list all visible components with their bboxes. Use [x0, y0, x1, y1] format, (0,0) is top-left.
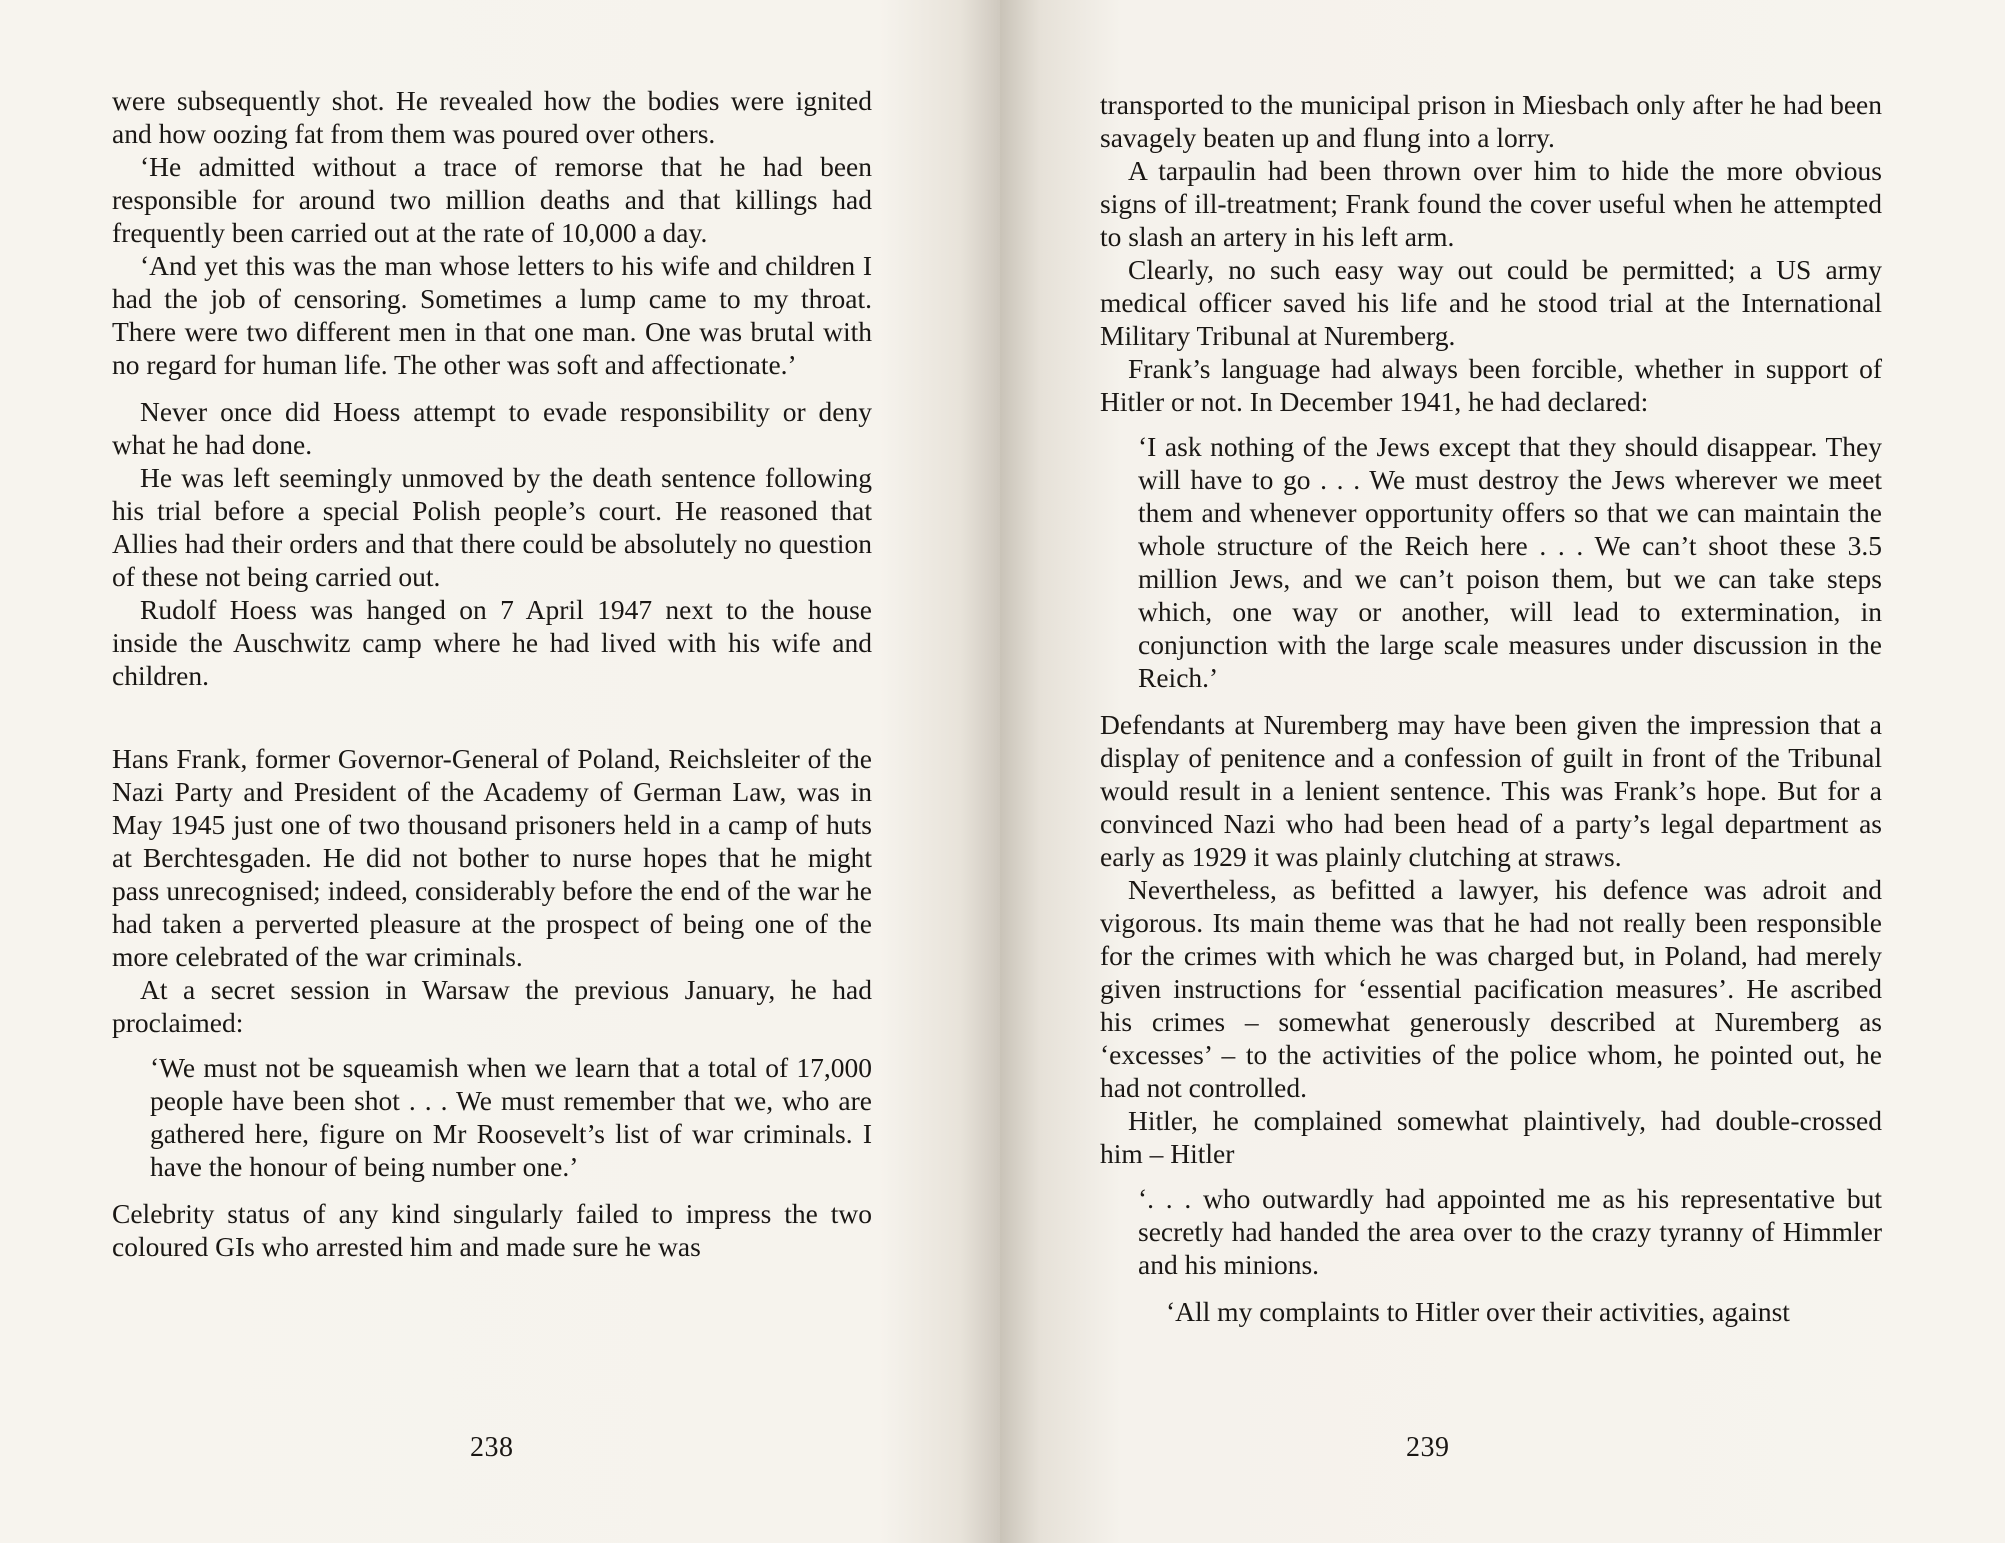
paragraph: Nevertheless, as befitted a lawyer, his defence was adroit and vigorous. Its main theme was that he had not really been responsible for the crimes with which he was charged but, in Poland, had merely given instructions for ‘essential pacification measures’. He ascribed his crimes – somewhat generously described at Nuremberg as ‘excesses’ – to the activities of the police whom, he pointed out, he had not controlled. [1100, 874, 1882, 1103]
paragraph: Never once did Hoess attempt to evade responsibility or deny what he had done. [112, 396, 872, 460]
block-quote: ‘We must not be squeamish when we learn that a total of 17,000 people have been shot . . . We must remember that we, who are gathered here, figure on Mr Roosevelt’s list of war criminals. I have the honour of being number one.’ [150, 1052, 872, 1182]
block-quote: ‘. . . who outwardly had appointed me as his representative but secretly had handed the area over to the crazy tyranny of Himmler and his minions. [1138, 1183, 1882, 1280]
paragraph: Hitler, he complained somewhat plaintively, had double-crossed him – Hitler [1100, 1105, 1882, 1169]
paragraph: He was left seemingly unmoved by the death sentence following his trial before a special Polish people’s court. He reasoned that Allies had their orders and that there could be absolutely no question of these not being carried out. [112, 462, 872, 592]
paragraph: Defendants at Nuremberg may have been given the impression that a display of penitence and a confession of guilt in front of the Tribunal would result in a lenient sentence. This was Frank’s hope. But for a convinced Nazi who had been head of a party’s legal department as early as 1929 it was plainly clutching at straws. [1100, 709, 1882, 872]
page-number: 239 [1406, 1432, 1450, 1463]
paragraph: Clearly, no such easy way out could be permitted; a US army medical officer saved his life and he stood trial at the International Military Tribunal at Nuremberg. [1100, 254, 1882, 351]
paragraph: transported to the municipal prison in Miesbach only after he had been savagely beaten up and flung into a lorry. [1100, 89, 1882, 153]
left-page [0, 0, 1000, 1543]
block-quote: ‘All my complaints to Hitler over their activities, against [1166, 1296, 1790, 1327]
page-number: 238 [470, 1432, 514, 1463]
paragraph: Hans Frank, former Governor-General of Poland, Reichsleiter of the Nazi Party and President of the Academy of German Law, was in May 1945 just one of two thousand prisoners held in a camp of huts at Berchtesgaden. He did not bother to nurse hopes that he might pass unrecognised; indeed, considerably before the end of the war he had taken a perverted pleasure at the prospect of being one of the more celebrated of the war criminals. [112, 743, 872, 972]
block-quote: ‘I ask nothing of the Jews except that they should disappear. They will have to go . . . We must destroy the Jews wherever we meet them and whenever opportunity offers so that we can maintain the whole structure of the Reich here . . . We can’t shoot these 3.5 million Jews, and we can’t poison them, but we can take steps which, one way or another, will lead to extermination, in conjunction with the large scale measures under discussion in the Reich.’ [1138, 431, 1882, 693]
paragraph: A tarpaulin had been thrown over him to hide the more obvious signs of ill-treatment; Frank found the cover useful when he attempted to slash an artery in his left arm. [1100, 155, 1882, 252]
paragraph: Frank’s language had always been forcible, whether in support of Hitler or not. In December 1941, he had declared: [1100, 353, 1882, 417]
right-page [1000, 0, 2005, 1543]
left-page-text [112, 84, 872, 1263]
paragraph: ‘And yet this was the man whose letters to his wife and children I had the job of censoring. Sometimes a lump came to my throat. There were two different men in that one man. One was brutal with no regard for human life. The other was soft and affectionate.’ [112, 250, 872, 380]
right-page-text [1100, 88, 1882, 1328]
paragraph: ‘He admitted without a trace of remorse that he had been responsible for around two million deaths and that killings had frequently been carried out at the rate of 10,000 a day. [112, 151, 872, 248]
paragraph: Celebrity status of any kind singularly failed to impress the two coloured GIs who arrested him and made sure he was [112, 1198, 872, 1262]
paragraph: were subsequently shot. He revealed how the bodies were ignited and how oozing fat from them was poured over others. [112, 85, 872, 149]
paragraph: At a secret session in Warsaw the previous January, he had proclaimed: [112, 974, 872, 1038]
paragraph: Rudolf Hoess was hanged on 7 April 1947 next to the house inside the Auschwitz camp where he had lived with his wife and children. [112, 594, 872, 691]
